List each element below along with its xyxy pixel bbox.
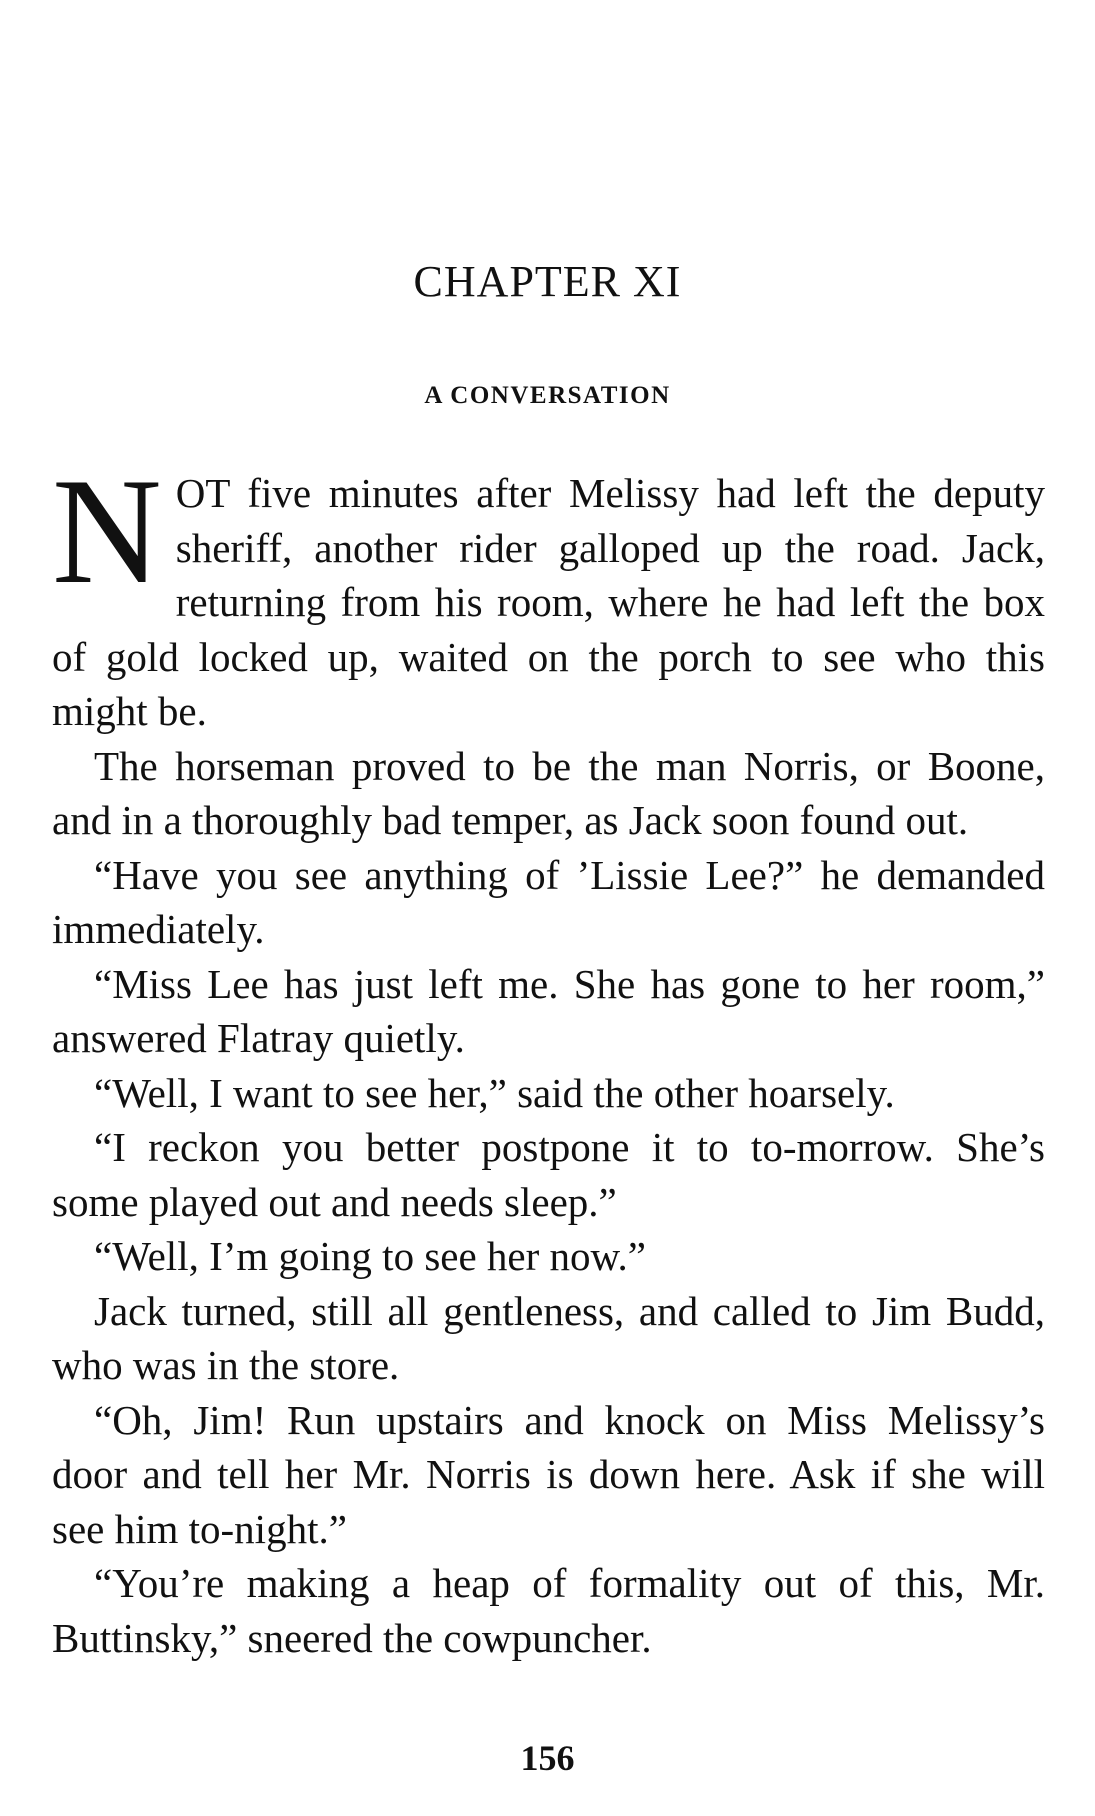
paragraph-5: “Well, I want to see her,” said the other hoarsely. [94, 1069, 895, 1116]
chapter-title: A CONVERSATION [424, 382, 671, 409]
paragraph-10: “You’re making a heap of formality out of this, Mr. Buttinsky,” sneered the cowpuncher. [52, 1560, 1045, 1661]
page-number: 156 [520, 1738, 575, 1778]
body-text [52, 447, 1045, 1665]
paragraph-4: “Miss Lee has just left me. She has gone to her room,” answered Flatray quietly. [52, 960, 1045, 1061]
paragraph-7: “Well, I’m going to see her now.” [94, 1233, 646, 1279]
paragraph-2: The horseman proved to be the man Norris, or Boone, and in a thoroughly bad temper, as Jack soon found out. [52, 742, 1045, 843]
paragraph-8: Jack turned, still all gentleness, and called to Jim Budd, who was in the store. [52, 1287, 1045, 1388]
paragraph-1 [52, 447, 1045, 739]
paragraph-9: “Oh, Jim! Run upstairs and knock on Miss Melissy’s door and tell her Mr. Norris is down here. Ask if she will see him to-night.” [52, 1396, 1045, 1552]
paragraph-6: “I reckon you better postpone it to to-morrow. She’s some played out and needs sleep.” [52, 1124, 1045, 1225]
drop-cap: N [52, 447, 162, 615]
chapter-heading: CHAPTER XI [413, 257, 682, 306]
paragraph-1-text: OT five minutes after Melissy had left the deputy sheriff, another rider galloped up the road. Jack, returning from his room, where he had left the box of gold locked up, waited on the porch to see who this might be. [52, 470, 1045, 734]
paragraph-3: “Have you see anything of ’Lissie Lee?” he demanded immediately. [52, 851, 1045, 952]
